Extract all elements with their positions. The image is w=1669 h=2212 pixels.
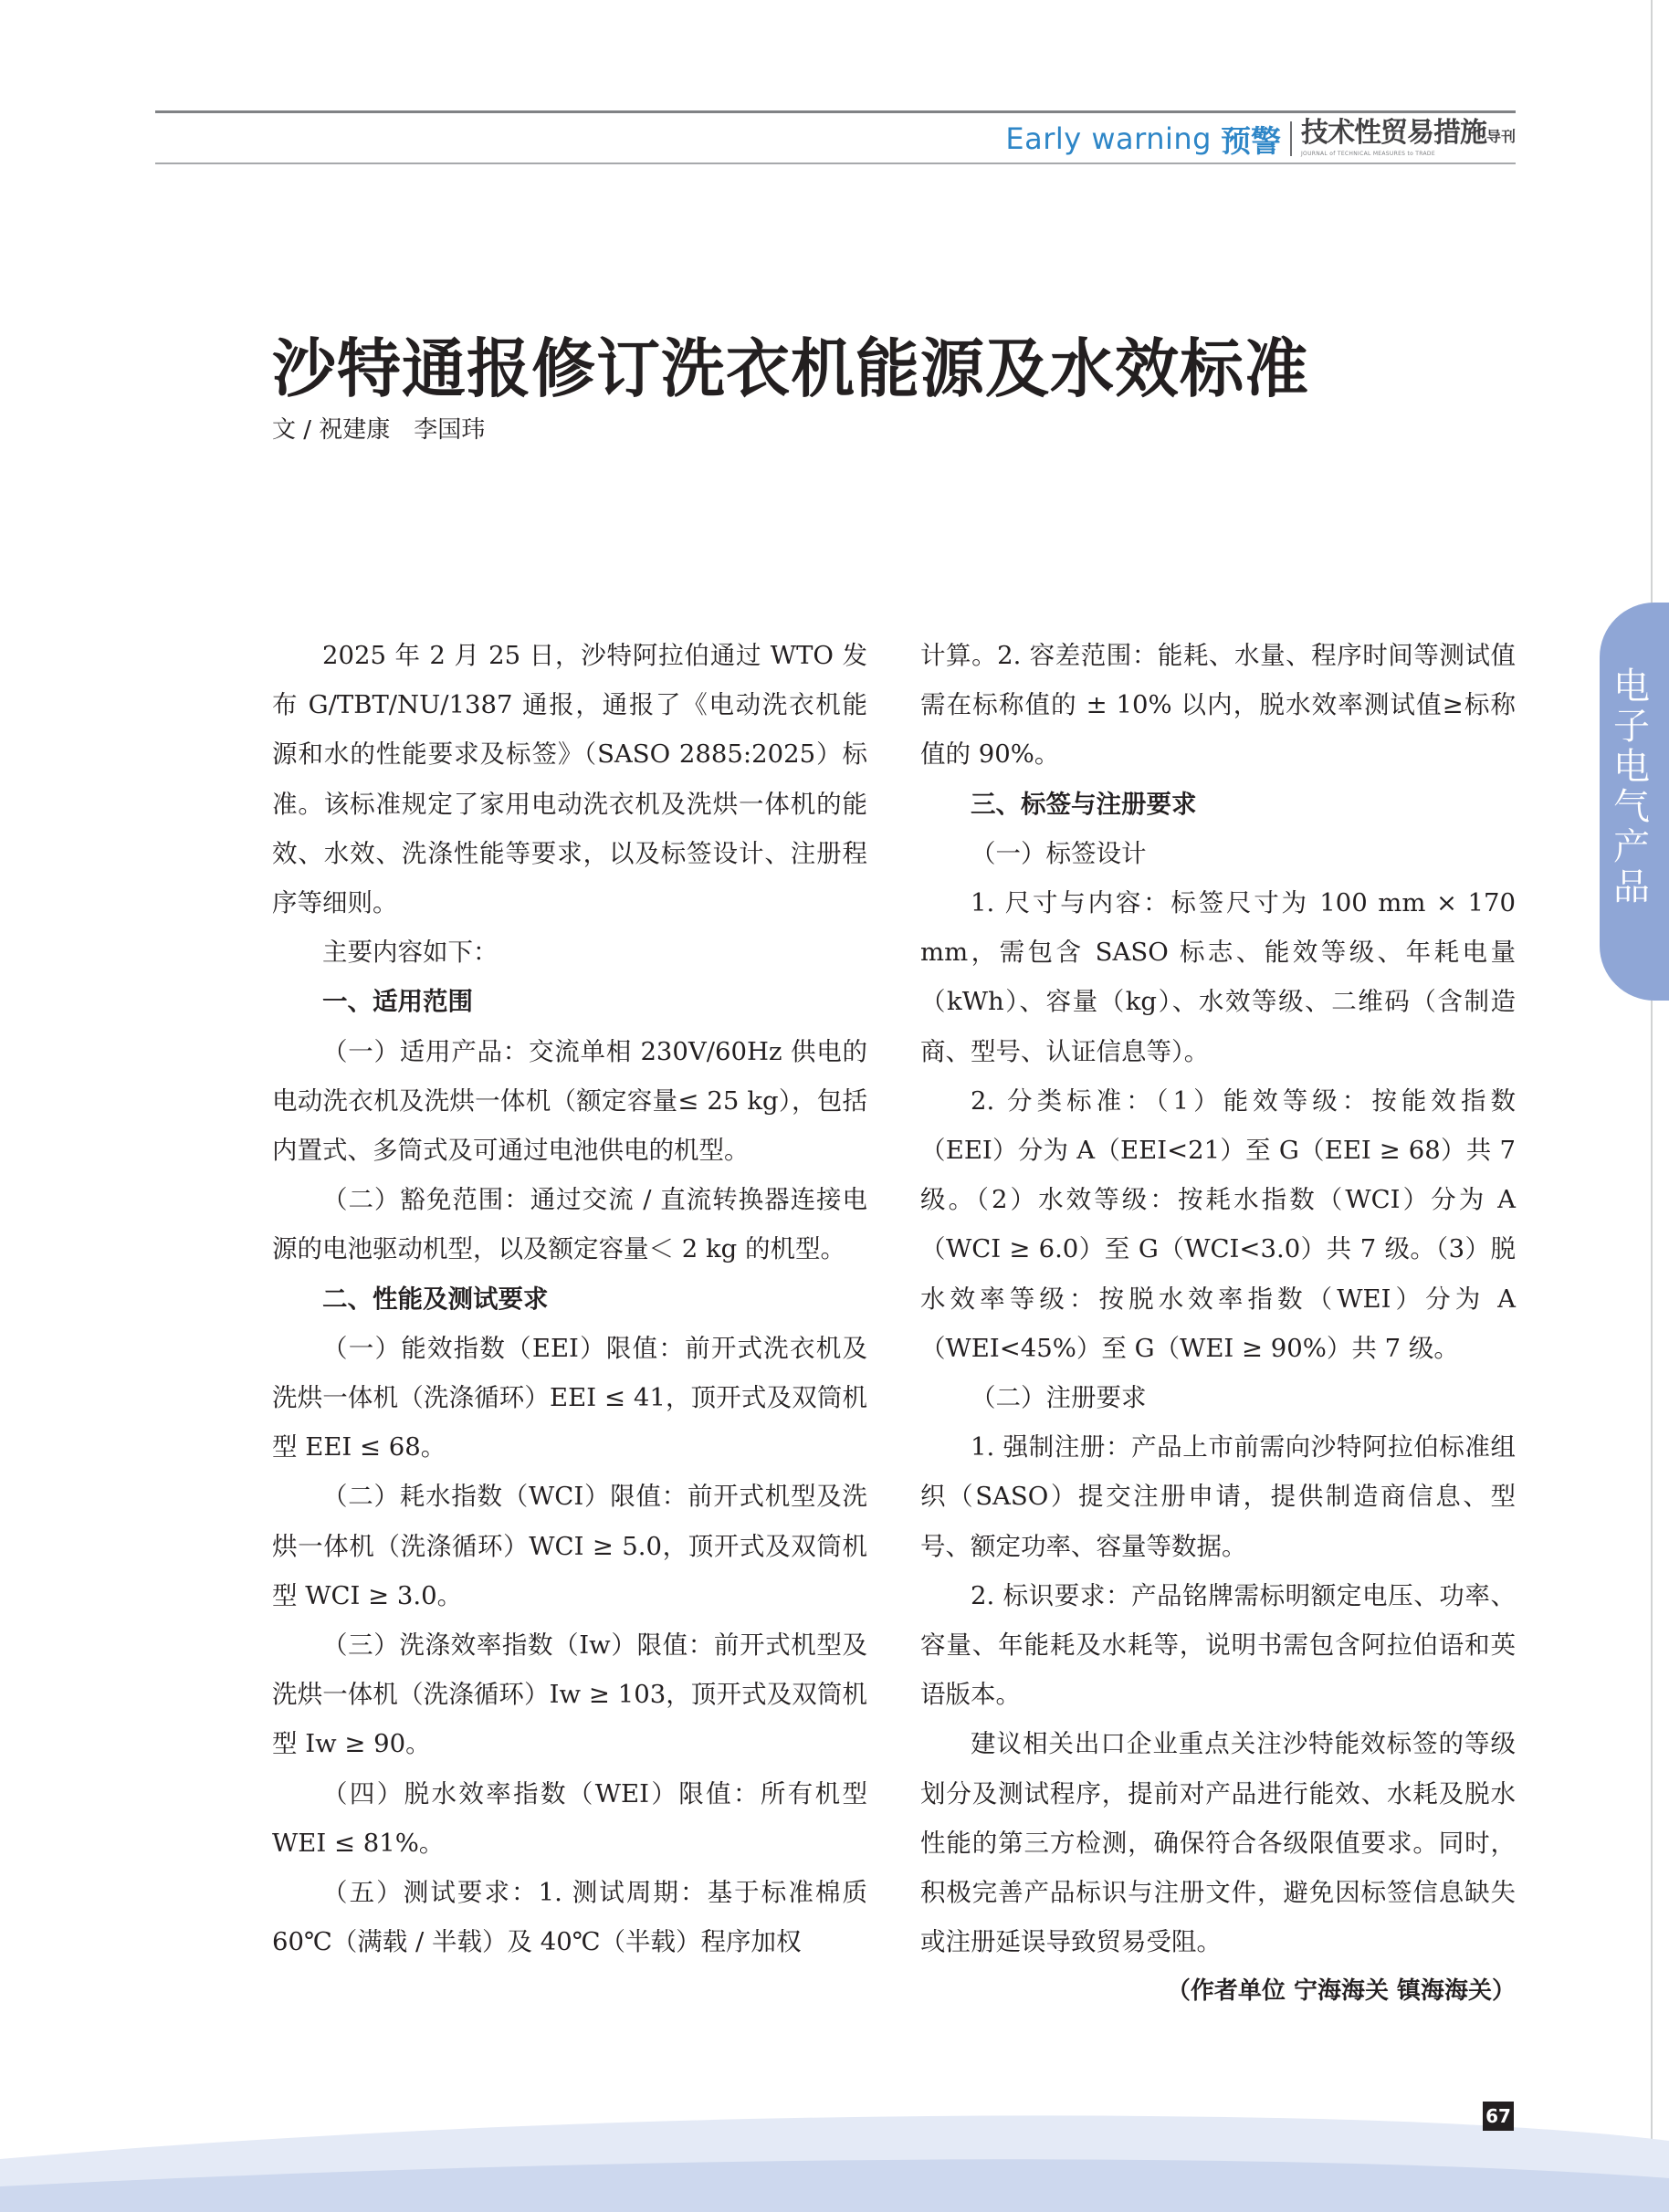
- right-column: [920, 631, 1516, 2017]
- journal-name: 技术性贸易措施: [1300, 117, 1486, 149]
- paragraph: （一）能效指数（EEI）限值：前开式洗衣机及洗烘一体机（洗涤循环）EEI ≤ 41，顶开式及双筒机型 EEI ≤ 68。: [272, 1333, 867, 1462]
- footer-wave-decoration: [0, 2091, 1669, 2212]
- paragraph: （五）测试要求：1. 测试周期：基于标准棉质 60℃（满载 / 半载）及 40℃（半载）程序加权: [272, 1878, 867, 1957]
- page-number: 67: [1483, 2102, 1514, 2131]
- paragraph: 1. 尺寸与内容：标签尺寸为 100 mm × 170 mm，需包含 SASO 标志、能效等级、年耗电量（kWh）、容量（kg）、水效等级、二维码（含制造商、型号、认证信息等）。: [920, 888, 1516, 1066]
- paragraph: （二）耗水指数（WCI）限值：前开式机型及洗烘一体机（洗涤循环）WCI ≥ 5.0，顶开式及双筒机型 WCI ≥ 3.0。: [272, 1482, 867, 1610]
- section-heading: 二、性能及测试要求: [322, 1284, 549, 1314]
- paragraph: 主要内容如下：: [322, 938, 499, 968]
- paragraph: （四）脱水效率指数（WEI）限值：所有机型 WEI ≤ 81%。: [272, 1778, 867, 1858]
- paragraph: （二）豁免范围：通过交流 / 直流转换器连接电源的电池驱动机型，以及额定容量＜ 2 kg 的机型。: [272, 1185, 867, 1264]
- sub-heading: （二）注册要求: [971, 1383, 1147, 1413]
- paragraph: （三）洗涤效率指数（Iw）限值：前开式机型及洗烘一体机（洗涤循环）Iw ≥ 103，顶开式及双筒机型 Iw ≥ 90。: [272, 1630, 867, 1759]
- paragraph: 2. 分类标准：（1）能效等级：按能效指数（EEI）分为 A（EEI<21）至 G（EEI ≥ 68）共 7 级。（2）水效等级：按耗水指数（WCI）分为 A（WCI ≥ 6.0）至 G（WCI<3.0）共 7 级。（3）脱水效率等级：按脱水效率指数（WEI）分为 A（WEI<45%）至 G（WEI ≥ 90%）共 7 级。: [920, 1085, 1516, 1363]
- sub-heading: （一）标签设计: [971, 838, 1147, 868]
- author-affiliation: （作者单位 宁海海关 镇海海关）: [1166, 1977, 1516, 2006]
- article-title: 沙特通报修订洗衣机能源及水效标准: [272, 331, 1309, 406]
- header-separator: [1290, 121, 1292, 156]
- journal-logo: [1300, 117, 1516, 158]
- paragraph: 计算。2. 容差范围：能耗、水量、程序时间等测试值需在标称值的 ± 10% 以内，脱水效率测试值≥标称值的 90%。: [920, 641, 1516, 770]
- article-byline: 文 / 祝建康 李国玮: [272, 416, 486, 444]
- section-heading: 三、标签与注册要求: [971, 789, 1197, 819]
- paragraph: （一）适用产品：交流单相 230V/60Hz 供电的电动洗衣机及洗烘一体机（额定容量≤ 25 kg），包括内置式、多筒式及可通过电池供电的机型。: [272, 1036, 867, 1166]
- running-header: [1005, 117, 1516, 161]
- left-column: [272, 631, 867, 1966]
- section-label-cn: 预警: [1220, 122, 1281, 159]
- paragraph: 2025 年 2 月 25 日，沙特阿拉伯通过 WTO 发布 G/TBT/NU/1387 通报，通报了《电动洗衣机能源和水的性能要求及标签》（SASO 2885:2025）标准。该标准规定了家用电动洗衣机及洗烘一体机的能效、水效、洗涤性能等要求，以及标签设计、注册程序等细则。: [272, 641, 867, 918]
- section-label-en: Early warning: [1005, 121, 1212, 156]
- page-edge: [1651, 0, 1653, 2212]
- journal-subtitle: JOURNAL of TECHNICAL MEASURES to TRADE: [1300, 151, 1435, 157]
- side-tab-label: 电子电气产品: [1613, 666, 1650, 908]
- section-heading: 一、适用范围: [322, 987, 473, 1017]
- header-rule-bottom: [155, 162, 1516, 164]
- header-rule-top: [155, 110, 1516, 113]
- paragraph: 2. 标识要求：产品铭牌需标明额定电压、功率、容量、年能耗及水耗等，说明书需包含阿拉伯语和英语版本。: [920, 1580, 1516, 1710]
- journal-suffix: 导刊: [1485, 128, 1516, 145]
- paragraph: 1. 强制注册：产品上市前需向沙特阿拉伯标准组织（SASO）提交注册申请，提供制造商信息、型号、额定功率、容量等数据。: [920, 1432, 1516, 1561]
- paragraph: 建议相关出口企业重点关注沙特能效标签的等级划分及测试程序，提前对产品进行能效、水耗及脱水性能的第三方检测，确保符合各级限值要求。同时，积极完善产品标识与注册文件，避免因标签信息缺失或注册延误导致贸易受阻。: [920, 1729, 1516, 1957]
